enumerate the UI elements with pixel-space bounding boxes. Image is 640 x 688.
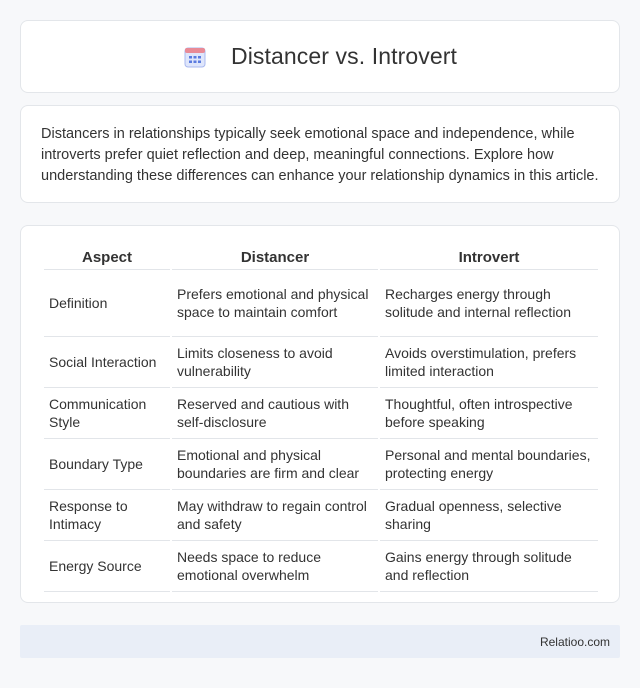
row-introvert: Thoughtful, often introspective before speaking — [380, 388, 598, 439]
row-aspect: Energy Source — [44, 541, 170, 592]
page-title: Distancer vs. Introvert — [231, 43, 457, 69]
row-introvert: Recharges energy through solitude and internal reflection — [380, 270, 598, 337]
row-aspect: Communication Style — [44, 388, 170, 439]
table-row — [44, 270, 598, 337]
row-distancer: Needs space to reduce emotional overwhelm — [172, 541, 378, 592]
row-aspect: Boundary Type — [44, 439, 170, 490]
header-introvert: Introvert — [380, 246, 598, 270]
table-header-row — [44, 246, 598, 270]
table-row — [44, 388, 598, 439]
table-card — [20, 225, 620, 603]
header-aspect: Aspect — [44, 246, 170, 270]
footer-brand: Relatioo.com — [539, 634, 610, 649]
header-distancer: Distancer — [172, 246, 378, 270]
row-aspect: Social Interaction — [44, 337, 170, 388]
row-introvert: Gains energy through solitude and reflection — [380, 541, 598, 592]
title-card — [20, 20, 620, 93]
row-aspect: Response to Intimacy — [44, 490, 170, 541]
table-row — [44, 541, 598, 592]
row-introvert: Avoids overstimulation, prefers limited interaction — [380, 337, 598, 388]
footer — [20, 625, 620, 658]
intro-card — [20, 105, 620, 203]
row-distancer: Emotional and physical boundaries are firm and clear — [172, 439, 378, 490]
table-row — [44, 439, 598, 490]
table-row — [44, 337, 598, 388]
row-introvert: Gradual openness, selective sharing — [380, 490, 598, 541]
row-distancer: Limits closeness to avoid vulnerability — [172, 337, 378, 388]
row-aspect: Definition — [44, 270, 170, 337]
title-wrap — [183, 43, 457, 70]
row-introvert: Personal and mental boundaries, protecting energy — [380, 439, 598, 490]
comparison-table — [42, 246, 600, 592]
table-row — [44, 490, 598, 541]
intro-text: Distancers in relationships typically seek emotional space and independence, while introverts prefer quiet reflection and deep, meaningful connections. Explore how understanding these differences can enhance your relationship dynamics in this article. — [41, 126, 599, 184]
calendar-icon — [183, 45, 207, 69]
row-distancer: Prefers emotional and physical space to maintain comfort — [172, 270, 378, 337]
row-distancer: Reserved and cautious with self-disclosure — [172, 388, 378, 439]
row-distancer: May withdraw to regain control and safety — [172, 490, 378, 541]
